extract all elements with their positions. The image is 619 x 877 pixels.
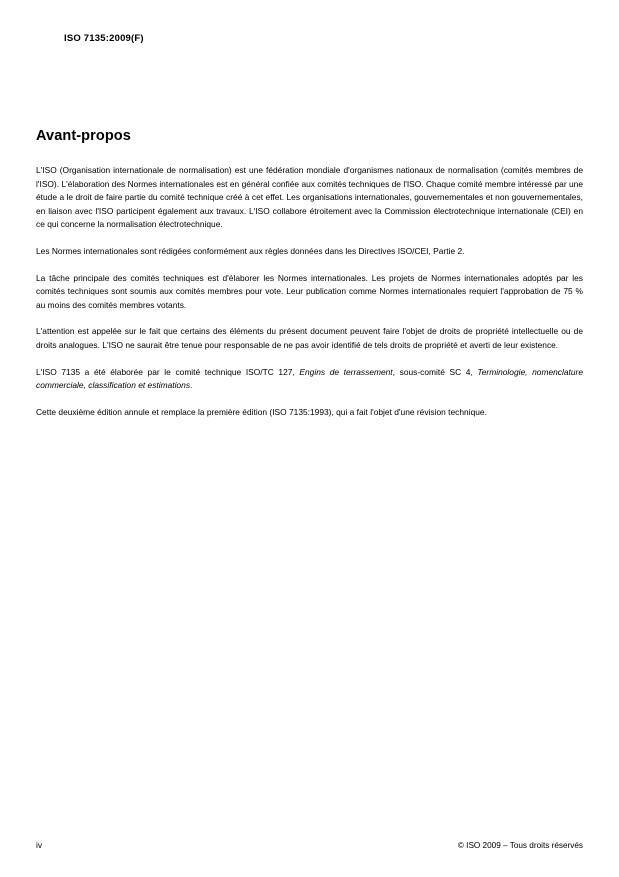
paragraph-voting: La tâche principale des comités techniques est d'élaborer les Normes internationales. Les projets de Normes internationales adoptés par les comités techniques sont soumis aux comités membres pour vote. Leur publication comme Normes internationales requiert l'approbation de 75 % au moins des comités membres votants. bbox=[36, 272, 583, 310]
paragraph-directives: Les Normes internationales sont rédigées conformément aux règles données dans les Directives ISO/CEI, Partie 2. bbox=[36, 245, 465, 256]
committee-title-1: Engins de terrassement bbox=[299, 366, 393, 377]
paragraph-edition: Cette deuxième édition annule et remplace la première édition (ISO 7135:1993), qui a fait l'objet d'une révision technique. bbox=[36, 406, 487, 417]
committee-text-part-3: . bbox=[190, 380, 193, 391]
paragraph-patent-rights: L'attention est appelée sur le fait que certains des éléments du présent document peuvent faire l'objet de droits de propriété intellectuelle ou de droits analogues. L'ISO ne saurait être tenue pour responsable de ne pas avoir identifié de tels droits de propriété et averti de leur existence. bbox=[36, 326, 583, 350]
copyright-notice: © ISO 2009 – Tous droits réservés bbox=[457, 841, 583, 850]
page-content bbox=[36, 128, 583, 419]
committee-text-part-1: L'ISO 7135 a été élaborée par le comité technique ISO/TC 127, bbox=[36, 366, 300, 377]
committee-title-2: Terminologie, nomenclature commerciale, classification et estimations bbox=[36, 366, 583, 391]
page-header bbox=[64, 33, 144, 44]
document-reference: ISO 7135:2009(F) bbox=[64, 33, 144, 44]
committee-text-part-2: , sous-comité SC 4, bbox=[392, 366, 478, 377]
paragraph-committee bbox=[36, 366, 583, 393]
page-footer bbox=[36, 840, 583, 850]
paragraph-iso-description: L'ISO (Organisation internationale de normalisation) est une fédération mondiale d'organismes nationaux de normalisation (comités membres de l'ISO). L'élaboration des Normes internationales est en général confiée aux comités techniques de l'ISO. Chaque comité membre intéressé par une étude a le droit de faire partie du comité technique créé à cet effet. Les organisations internationales, gouvernementales et non gouvernementales, en liaison avec l'ISO participent également aux travaux. L'ISO collabore étroitement avec la Commission électrotechnique internationale (CEI) en ce qui concerne la normalisation électrotechnique. bbox=[36, 165, 583, 230]
page-number: iv bbox=[36, 840, 43, 850]
page-title: Avant-propos bbox=[36, 128, 131, 144]
